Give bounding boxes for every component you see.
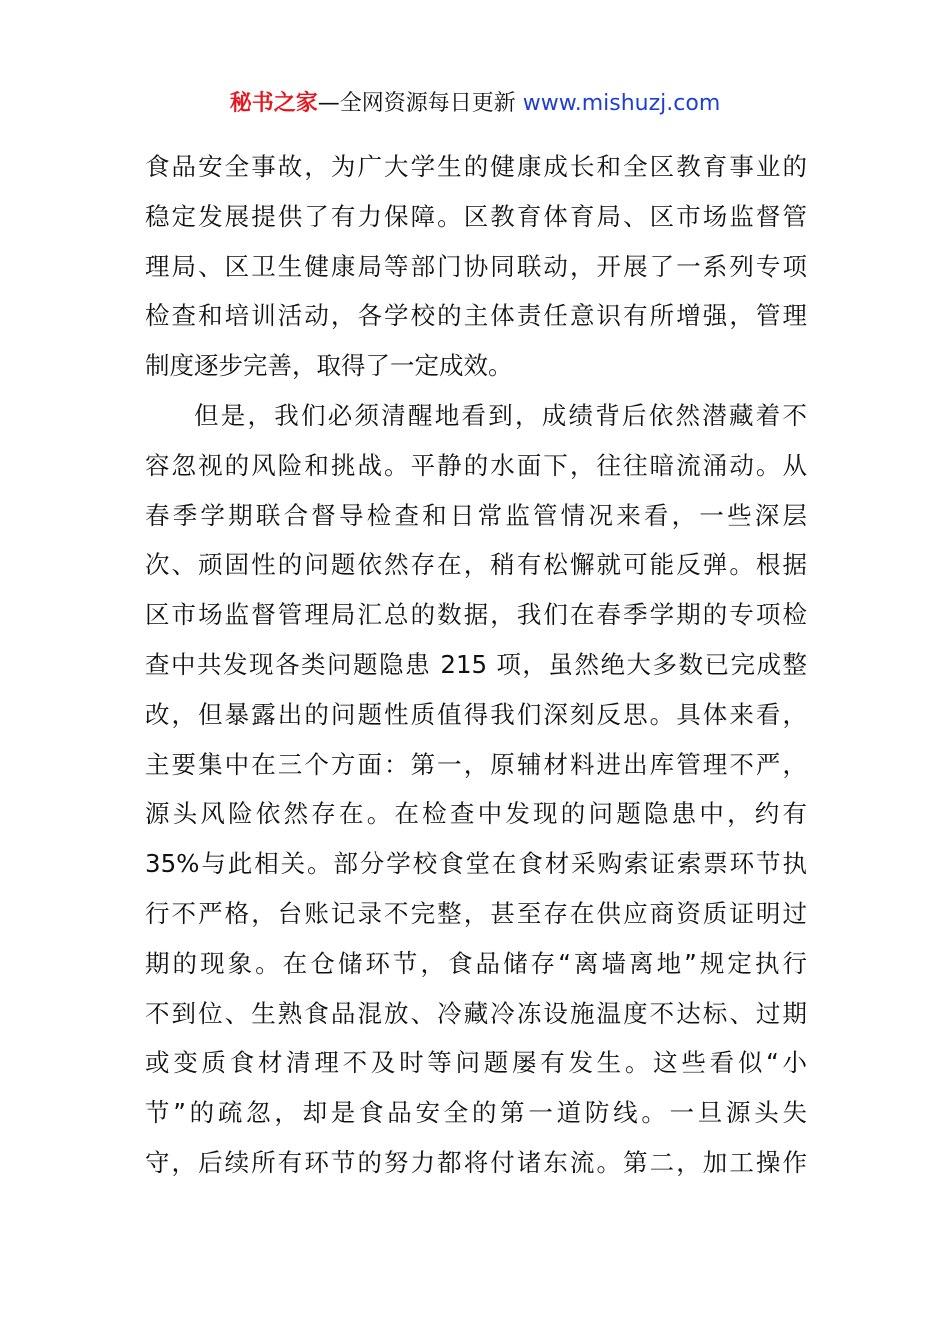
text-line: 理局、区卫生健康局等部门协同联动，开展了一系列专项 bbox=[145, 251, 807, 281]
site-brand: 秘书之家 bbox=[229, 91, 318, 116]
site-header bbox=[0, 88, 950, 120]
text-line: 源头风险依然存在。在检查中发现的问题隐患中，约有 bbox=[145, 799, 807, 829]
paragraph-2 bbox=[145, 391, 807, 1188]
text-line: 守，后续所有环节的努力都将付诸东流。第二，加工操作 bbox=[145, 1147, 807, 1177]
text-line: 查中共发现各类问题隐患 215 项，虽然绝大多数已完成整 bbox=[145, 649, 807, 679]
text-line: 次、顽固性的问题依然存在，稍有松懈就可能反弹。根据 bbox=[145, 550, 807, 580]
text-line: 春季学期联合督导检查和日常监管情况来看，一些深层 bbox=[145, 500, 807, 530]
text-line: 不到位、生熟食品混放、冷藏冷冻设施温度不达标、过期 bbox=[145, 998, 807, 1028]
site-tagline: —全网资源每日更新 bbox=[317, 91, 523, 116]
text-line: 但是，我们必须清醒地看到，成绩背后依然潜藏着不 bbox=[194, 400, 807, 430]
text-line: 容忽视的风险和挑战。平静的水面下，往往暗流涌动。从 bbox=[145, 450, 807, 480]
text-line: 检查和培训活动，各学校的主体责任意识有所增强，管理 bbox=[145, 301, 807, 331]
text-line: 或变质食材清理不及时等问题屡有发生。这些看似“小 bbox=[145, 1048, 807, 1078]
text-line: 制度逐步完善，取得了一定成效。 bbox=[145, 351, 513, 381]
paragraph-1 bbox=[145, 142, 807, 391]
text-line: 35%与此相关。部分学校食堂在食材采购索证索票环节执 bbox=[145, 849, 807, 879]
text-line: 稳定发展提供了有力保障。区教育体育局、区市场监督管 bbox=[145, 201, 807, 231]
text-line: 行不严格，台账记录不完整，甚至存在供应商资质证明过 bbox=[145, 898, 807, 928]
document-body bbox=[145, 142, 807, 1188]
text-line: 食品安全事故，为广大学生的健康成长和全区教育事业的 bbox=[145, 152, 807, 181]
site-url-link[interactable]: www.mishuzj.com bbox=[522, 91, 721, 116]
text-line: 主要集中在三个方面：第一，原辅材料进出库管理不严， bbox=[145, 749, 807, 779]
text-line: 节”的疏忽，却是食品安全的第一道防线。一旦源头失 bbox=[145, 1098, 807, 1128]
text-line: 改，但暴露出的问题性质值得我们深刻反思。具体来看， bbox=[145, 699, 807, 729]
text-line: 区市场监督管理局汇总的数据，我们在春季学期的专项检 bbox=[145, 600, 807, 630]
text-line: 期的现象。在仓储环节，食品储存“离墙离地”规定执行 bbox=[145, 948, 807, 978]
